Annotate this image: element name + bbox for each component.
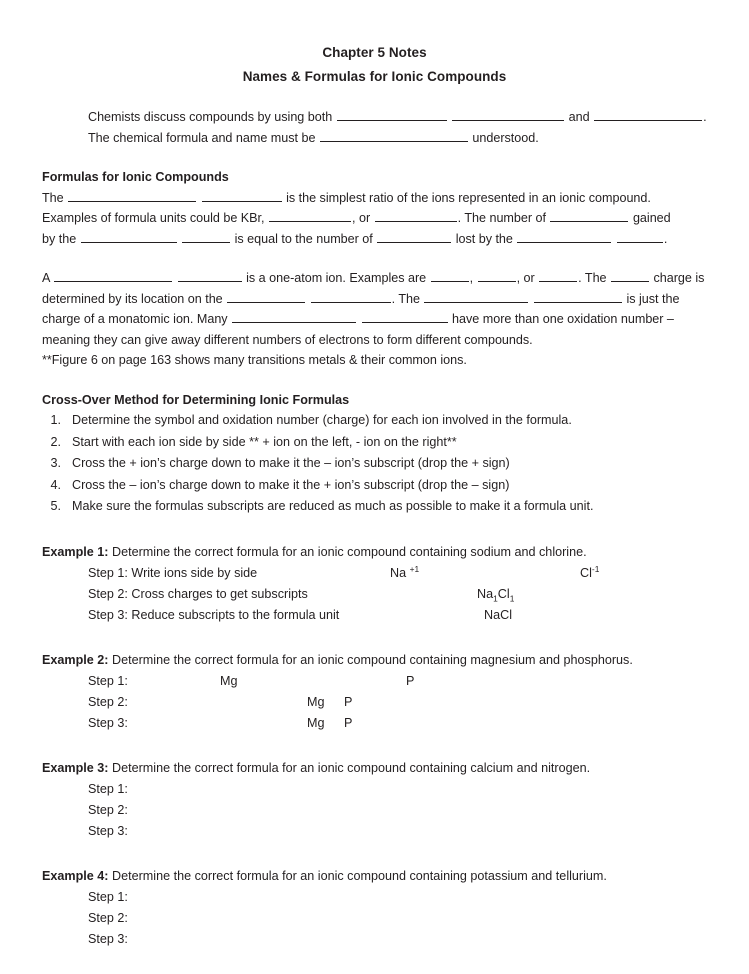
list-item-number: 1. xyxy=(50,413,61,427)
blank-field[interactable] xyxy=(311,290,391,303)
text: is just the xyxy=(622,291,680,306)
example-label: Example 3: xyxy=(42,760,109,775)
text: Chemists discuss compounds by using both xyxy=(88,110,336,124)
blank-field[interactable] xyxy=(54,269,172,282)
text: The chemical formula and name must be xyxy=(88,130,319,145)
text: have more than one oxidation number – xyxy=(448,312,674,326)
example-block xyxy=(0,542,749,650)
monatomic-paragraph xyxy=(42,268,749,371)
example-formula-cell: $Na_1Cl_1$ xyxy=(477,586,515,604)
intro-paragraph xyxy=(88,107,749,148)
example-formula-cell: Na $^{+1}$ xyxy=(390,563,420,580)
formula-subscript: 1 xyxy=(509,593,515,604)
blank-field[interactable] xyxy=(594,108,702,121)
example-step-label: Step 2: Cross charges to get subscripts xyxy=(88,586,308,601)
example-step-row xyxy=(0,929,749,950)
text: The xyxy=(42,190,68,205)
list-item-number: 4. xyxy=(50,477,61,492)
formulas-line-3 xyxy=(42,229,749,250)
blank-field[interactable] xyxy=(337,108,447,121)
blank-field[interactable] xyxy=(517,230,611,243)
blank-field[interactable] xyxy=(178,269,242,282)
example-step-row xyxy=(0,692,749,713)
spacer xyxy=(0,518,749,542)
blank-field[interactable] xyxy=(232,310,356,323)
example-formula-cell: Mg xyxy=(307,715,325,730)
blank-field[interactable] xyxy=(550,209,628,222)
text: and xyxy=(565,110,594,124)
text: charge is xyxy=(650,271,705,285)
example-formula-cell: P xyxy=(344,715,353,730)
example-heading xyxy=(42,758,749,779)
text xyxy=(178,232,181,246)
section-heading-formulas: Formulas for Ionic Compounds xyxy=(42,170,229,184)
blank-field[interactable] xyxy=(362,310,448,323)
list-item-label: Determine the symbol and oxidation number (charge) for each ion involved in the formula. xyxy=(72,413,572,427)
formulas-line-1 xyxy=(42,188,749,209)
text: Examples of formula units could be KBr, xyxy=(42,211,268,225)
examples-container xyxy=(0,542,749,974)
text: , or xyxy=(352,211,374,225)
example-step-label: Step 3: Reduce subscripts to the formula unit xyxy=(88,607,340,622)
blank-field[interactable] xyxy=(431,269,469,282)
blank-field[interactable] xyxy=(182,230,230,243)
formulas-paragraph xyxy=(42,188,749,250)
list-item xyxy=(42,496,749,518)
list-item-number: 3. xyxy=(50,456,61,470)
formula-superscript: -1 xyxy=(591,563,600,574)
text xyxy=(357,312,360,326)
text xyxy=(306,292,309,306)
text xyxy=(197,191,200,205)
example-block xyxy=(0,650,749,758)
spacer xyxy=(0,734,749,758)
example-block xyxy=(0,866,749,974)
blank-field[interactable] xyxy=(81,230,177,243)
monatomic-line-2 xyxy=(42,289,749,310)
list-item-label: Make sure the formulas subscripts are reduced as much as possible to make it a formula unit. xyxy=(72,499,594,513)
example-formula-cell: P xyxy=(406,673,415,688)
blank-field[interactable] xyxy=(478,269,516,282)
title-block xyxy=(0,0,749,88)
example-block xyxy=(0,758,749,866)
formulas-line-2 xyxy=(42,208,749,229)
example-step-row xyxy=(0,563,749,584)
text: . The number of xyxy=(457,211,550,225)
monatomic-line-1 xyxy=(42,268,749,289)
example-heading xyxy=(42,542,749,563)
spacer xyxy=(0,371,749,390)
text: gained xyxy=(629,211,671,225)
example-step-row xyxy=(0,584,749,605)
example-step-row xyxy=(0,821,749,842)
spacer xyxy=(0,626,749,650)
spacer xyxy=(0,842,749,866)
example-prompt: Determine the correct formula for an ionic compound containing sodium and chlorine. xyxy=(108,544,587,559)
text: , xyxy=(469,271,477,285)
monatomic-line-3 xyxy=(42,309,749,330)
example-step-label: Step 2: xyxy=(88,694,128,709)
text: . xyxy=(663,231,668,246)
spacer xyxy=(0,148,749,167)
blank-field[interactable] xyxy=(452,108,564,121)
example-formula-cell: Mg xyxy=(220,673,238,688)
text xyxy=(173,271,176,285)
blank-field[interactable] xyxy=(377,230,451,243)
example-step-row xyxy=(0,800,749,821)
list-item xyxy=(42,432,749,454)
list-item-label: Start with each ion side by side ** + ion on the left, - ion on the right** xyxy=(72,434,457,449)
text xyxy=(448,110,451,124)
example-heading xyxy=(42,866,749,887)
example-step-label: Step 1: xyxy=(88,673,128,688)
blank-field[interactable] xyxy=(539,269,577,282)
example-step-row xyxy=(0,887,749,908)
blank-field[interactable] xyxy=(534,290,622,303)
formula-subscript: 1 xyxy=(493,593,498,604)
list-item xyxy=(42,410,749,432)
list-item-label: Cross the + ion’s charge down to make it the – ion’s subscript (drop the + sign) xyxy=(72,456,510,470)
formula-superscript: +1 xyxy=(409,563,420,574)
monatomic-line-4: meaning they can give away different numbers of electrons to form different compounds. xyxy=(42,332,533,347)
list-item-label: Cross the – ion’s charge down to make it the + ion’s subscript (drop the – sign) xyxy=(72,477,510,492)
text: is equal to the number of xyxy=(231,231,377,246)
blank-field[interactable] xyxy=(68,189,196,202)
text: A xyxy=(42,271,54,285)
blank-field[interactable] xyxy=(202,189,282,202)
example-label: Example 4: xyxy=(42,868,109,883)
text: . xyxy=(703,110,707,124)
list-item-number: 5. xyxy=(50,499,61,513)
crossover-step-list xyxy=(0,410,749,518)
blank-field[interactable] xyxy=(227,290,305,303)
intro-line-2 xyxy=(88,128,749,149)
text: determined by its location on the xyxy=(42,291,227,306)
example-label: Example 2: xyxy=(42,652,109,667)
example-formula-cell: P xyxy=(344,694,353,709)
example-heading xyxy=(42,650,749,671)
example-step-label: Step 3: xyxy=(88,931,128,946)
example-label: Example 1: xyxy=(42,544,109,559)
text: . The xyxy=(578,271,611,285)
spacer xyxy=(0,249,749,268)
example-prompt: Determine the correct formula for an ionic compound containing magnesium and phosphorus. xyxy=(108,652,633,667)
blank-field[interactable] xyxy=(424,290,528,303)
example-step-label: Step 1: Write ions side by side xyxy=(88,565,258,580)
page-subtitle: Names & Formulas for Ionic Compounds xyxy=(242,69,507,84)
example-step-row xyxy=(0,671,749,692)
text: , or xyxy=(516,271,539,285)
example-formula-cell: NaCl xyxy=(484,607,512,622)
example-prompt: Determine the correct formula for an ionic compound containing potassium and tellurium. xyxy=(108,868,607,883)
blank-field[interactable] xyxy=(617,230,663,243)
example-prompt: Determine the correct formula for an ionic compound containing calcium and nitrogen. xyxy=(108,760,591,775)
page-title: Chapter 5 Notes xyxy=(322,45,427,60)
text: lost by the xyxy=(452,231,517,246)
text: . The xyxy=(391,291,424,306)
list-item-number: 2. xyxy=(50,434,61,449)
example-step-label: Step 3: xyxy=(88,715,128,730)
example-formula-cell: $Cl^{-1}$ xyxy=(580,563,600,580)
blank-field[interactable] xyxy=(320,129,468,142)
blank-field[interactable] xyxy=(269,209,351,222)
blank-field[interactable] xyxy=(611,269,649,282)
example-formula-cell: Mg xyxy=(307,694,325,709)
intro-line-1 xyxy=(88,107,749,128)
example-step-label: Step 1: xyxy=(88,781,128,796)
text xyxy=(612,232,615,246)
monatomic-line-5: **Figure 6 on page 163 shows many transitions metals & their common ions. xyxy=(42,353,467,367)
example-step-label: Step 1: xyxy=(88,889,128,904)
spacer xyxy=(0,88,749,107)
example-step-label: Step 2: xyxy=(88,910,128,925)
text: charge of a monatomic ion. Many xyxy=(42,312,232,326)
section-heading-crossover: Cross-Over Method for Determining Ionic Formulas xyxy=(42,392,350,407)
text: understood. xyxy=(468,130,539,145)
example-step-label: Step 3: xyxy=(88,823,128,838)
list-item xyxy=(42,475,749,497)
example-step-row xyxy=(0,713,749,734)
text: is the simplest ratio of the ions represented in an ionic compound. xyxy=(282,190,651,205)
example-step-row xyxy=(0,908,749,929)
list-item xyxy=(42,453,749,475)
blank-field[interactable] xyxy=(375,209,457,222)
example-step-row xyxy=(0,779,749,800)
text: is a one-atom ion. Examples are xyxy=(242,271,430,285)
example-step-row xyxy=(0,605,749,626)
example-step-label: Step 2: xyxy=(88,802,128,817)
text xyxy=(529,292,532,306)
text: by the xyxy=(42,231,80,246)
